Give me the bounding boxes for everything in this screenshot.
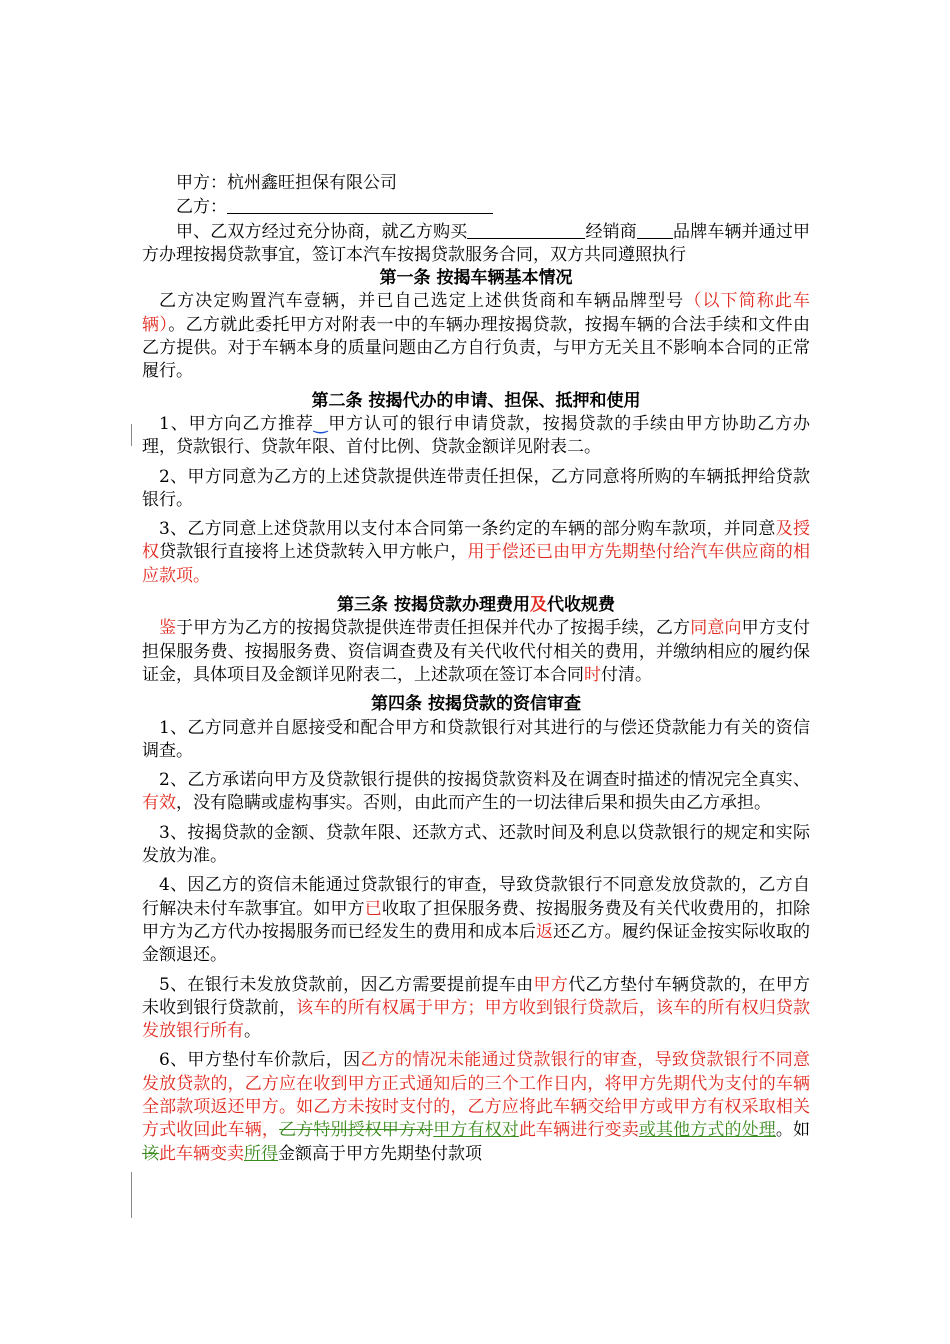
article-4-clause-6: 6、甲方垫付车价款后，因乙方的情况未能通过贷款银行的审查，导致贷款银行不同意发放贷款的，乙方应在收到甲方正式通知后的三个工作日内，将甲方先期代为支付的车辆全部款项返还甲方。如乙方未按时支付的，乙方应将此车辆交给甲方或甲方有权采取相关方式收回此车辆，乙方特别授权甲方对甲方有权对此车辆进行变卖或其他方式的处理。如该此车辆变卖所得金额高于甲方先期垫付款项 <box>142 1050 811 1164</box>
brand-blank <box>637 220 673 239</box>
article-4-clause-1: 1、乙方同意并自愿接受和配合甲方和贷款银行对其进行的与偿还贷款能力有关的资信调查。 <box>142 717 810 761</box>
article-2-clause-2: 2、甲方同意为乙方的上述贷款提供连带责任担保，乙方同意将所购的车辆抵押给贷款银行。 <box>142 466 810 510</box>
article-4-clause-5: 5、在银行未发放贷款前，因乙方需要提前提车由甲方代乙方垫付车辆贷款的，在甲方未收到银行贷款前，该车的所有权属于甲方；甲方收到银行贷款后，该车的所有权归贷款发放银行所有。 <box>142 974 811 1042</box>
article-4-clause-4: 4、因乙方的资信未能通过贷款银行的审查，导致贷款银行不同意发放贷款的，乙方自行解决未付车款事宜。如甲方已收取了担保服务费、按揭服务费及有关代收费用的，扣除甲方为乙方代办按揭服务而已经发生的费用和成本后返还乙方。履约保证金按实际收取的金额退还。 <box>142 875 811 966</box>
party-b-blank <box>227 195 493 214</box>
article-4-clause-2: 2、乙方承诺向甲方及贷款银行提供的按揭贷款资料及在调查时描述的情况完全真实、有效，没有隐瞒或虚构事实。否则，由此而产生的一切法律后果和损失由乙方承担。 <box>142 770 810 814</box>
article-2-clause-1: 1、甲方向乙方推荐‿甲方认可的银行申请贷款，按揭贷款的手续由甲方协助乙方办理，贷款银行、贷款年限、首付比例、贷款金额详见附表二。 <box>142 413 810 458</box>
intro-paragraph: 甲、乙双方经过充分协商，就乙方购买 经销商 品牌车辆并通过甲方办理按揭贷款事宜，签订本汽车按揭贷款服务合同，双方共同遵照执行 <box>142 221 811 265</box>
article-3-heading: 第三条 按揭贷款办理费用及代收规费 <box>337 595 615 616</box>
insertion-caret-icon: ‿ <box>313 413 328 434</box>
revision-bar-2 <box>131 1172 132 1218</box>
deleted-text: 乙方特别授权甲方对 <box>279 1120 434 1141</box>
article-2-heading: 第二条 按揭代办的申请、担保、抵押和使用 <box>311 390 641 411</box>
revision-bar-1 <box>131 424 132 446</box>
purchase-blank <box>467 220 585 239</box>
contract-page <box>142 172 810 1166</box>
inserted-text: 甲方有权对 <box>433 1120 519 1141</box>
party-a-line: 甲方：杭州鑫旺担保有限公司 <box>176 173 397 193</box>
deleted-text: 该 <box>142 1143 159 1164</box>
party-b-line: 乙方： <box>142 195 810 219</box>
article-1-heading: 第一条 按揭车辆基本情况 <box>379 268 573 289</box>
article-2-clause-3: 3、乙方同意上述贷款用以支付本合同第一条约定的车辆的部分购车款项，并同意及授权贷款银行直接将上述贷款转入甲方帐户，用于偿还已由甲方先期垫付给汽车供应商的相应款项。 <box>142 519 811 586</box>
inserted-text: 所得 <box>244 1143 278 1164</box>
article-1-body: 乙方决定购置汽车壹辆，并已自己选定上述供货商和车辆品牌型号（以下简称此车辆）。乙方就此委托甲方对附表一中的车辆办理按揭贷款，按揭车辆的合法手续和文件由乙方提供。对于车辆本身的质量问题由乙方自行负责，与甲方无关且不影响本合同的正常履行。 <box>142 291 811 382</box>
article-4-clause-3: 3、按揭贷款的金额、贷款年限、还款方式、还款时间及利息以贷款银行的规定和实际发放为准。 <box>142 822 810 867</box>
inserted-text: 或其他方式的处理 <box>638 1120 776 1141</box>
article-3-body: 鉴于甲方为乙方的按揭贷款提供连带责任担保并代办了按揭手续，乙方同意向甲方支付担保服务费、按揭服务费、资信调查费及有关代收代付相关的费用，并缴纳相应的履约保证金，具体项目及金额详见附表二，上述款项在签订本合同时付清。 <box>142 618 811 685</box>
article-4-heading: 第四条 按揭贷款的资信审查 <box>371 694 581 715</box>
